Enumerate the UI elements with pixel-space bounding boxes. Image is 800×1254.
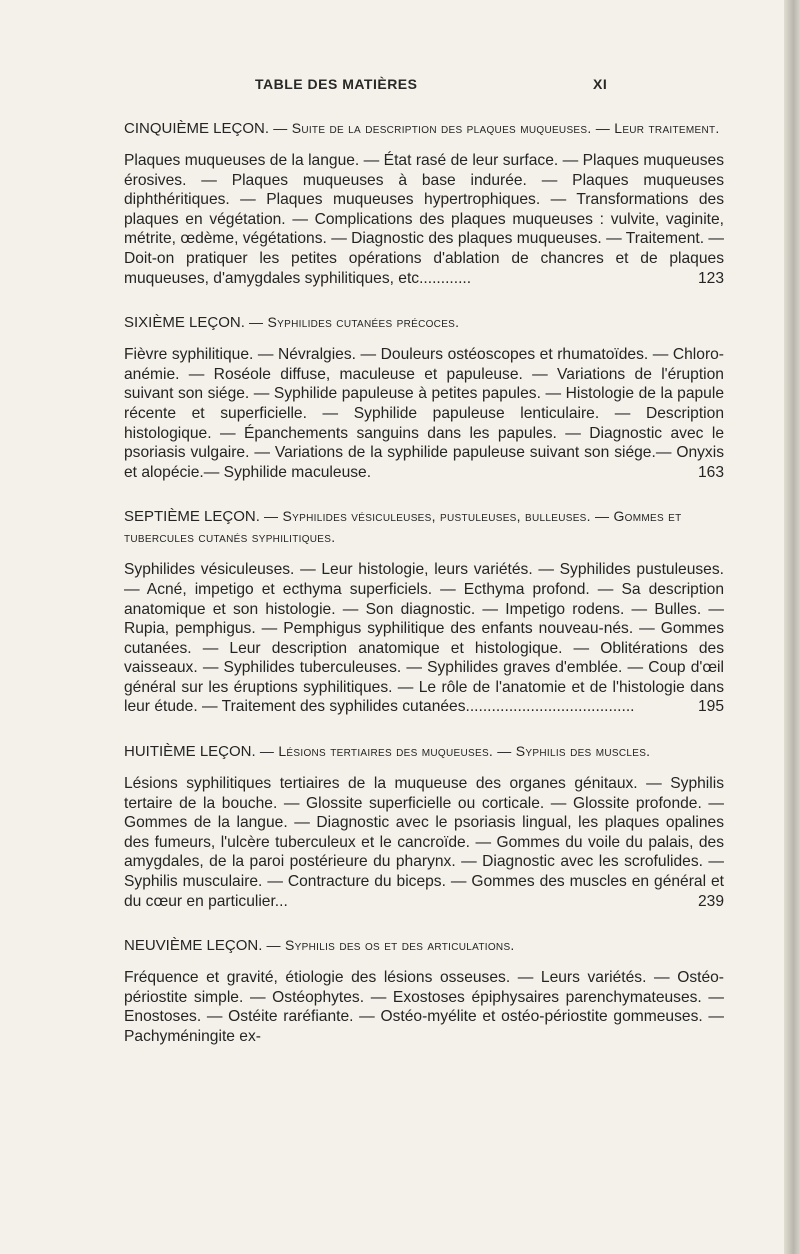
lesson-subtitle: — Syphilis des os et des articulations.	[266, 937, 515, 954]
lesson-page-ref: 195	[697, 698, 724, 716]
lesson-subtitle: — Syphilides vésiculeuses, pustuleuses, bulleuses. — Gommes et tubercules cutanés syphilitiques.	[124, 508, 682, 546]
lesson-heading	[124, 118, 724, 139]
lesson-summary	[124, 968, 724, 1046]
lesson-label: NEUVIÈME LEÇON.	[124, 937, 263, 955]
lesson-heading	[124, 741, 724, 762]
lesson-heading	[124, 506, 724, 548]
lesson-label: SIXIÈME LEÇON.	[124, 314, 245, 332]
lesson-summary-text: Lésions syphilitiques tertiaires de la muqueuse des organes génitaux. — Syphilis tertaire de la bouche. — Glossite superficielle ou corticale. — Glossite profonde. — Gommes de la langue. — Diagnostic avec le psoriasis lingual, les plaques opalines des fumeurs, l'ulcère tuberculeux et le cancroïde. — Gommes du voile du palais, des amygdales, de la paroi postérieure du pharynx. — Diagnostic avec les scrofulides. — Syphilis musculaire. — Contracture du biceps. — Gommes des muscles en général et du cœur en particulier...	[124, 775, 724, 910]
lesson-summary-text: Plaques muqueuses de la langue. — État rasé de leur surface. — Plaques muqueuses érosives. — Plaques muqueuses à base indurée. — Plaques muqueuses diphthéritiques. — Plaques muqueuses hypertrophiques. — Transformations des plaques en végétation. — Complications des plaques muqueuses : vulvite, vaginite, métrite, œdème, végétations. — Diagnostic des plaques muqueuses. — Traitement. — Doit-on pratiquer les petites opérations d'ablation de chancres et de plaques muqueuses, d'amygdales syphilitiques, etc............	[124, 152, 724, 287]
lesson-entry-7	[124, 506, 724, 717]
lesson-label: HUITIÈME LEÇON.	[124, 743, 256, 761]
lesson-subtitle: — Syphilides cutanées précoces.	[249, 314, 460, 331]
lesson-entry-5	[124, 118, 724, 288]
lesson-label: SEPTIÈME LEÇON.	[124, 508, 260, 526]
lesson-summary	[124, 560, 724, 717]
table-of-contents	[124, 118, 724, 1071]
lesson-label: CINQUIÈME LEÇON.	[124, 120, 270, 137]
lesson-heading	[124, 312, 724, 333]
lesson-heading	[124, 935, 724, 956]
lesson-summary-text: Fièvre syphilitique. — Névralgies. — Douleurs ostéoscopes et rhumatoïdes. — Chloro-anémie. — Roséole diffuse, maculeuse et papuleuse. — Variations de l'éruption suivant son siége. — Syphilide papuleuse à petites papules. — Histologie de la papule récente et superficielle. — Syphilide papuleuse lenticulaire. — Description histologique. — Épanchements sanguins dans les papules. — Diagnostic avec le psoriasis vulgaire. — Variations de la syphilide papuleuse suivant son siége.— Onyxis et alopécie.— Syphilide maculeuse.	[124, 346, 724, 481]
running-head-page-number: XI	[593, 76, 608, 92]
lesson-summary	[124, 345, 724, 482]
lesson-summary	[124, 151, 724, 288]
lesson-page-ref: 239	[697, 892, 724, 910]
lesson-subtitle: — Suite de la description des plaques muqueuses. — Leur traitement.	[273, 120, 720, 136]
lesson-entry-8	[124, 741, 724, 911]
lesson-entry-6	[124, 312, 724, 482]
page-edge	[784, 0, 800, 1254]
lesson-page-ref: 123	[697, 269, 724, 287]
lesson-summary-text: Syphilides vésiculeuses. — Leur histologie, leurs variétés. — Syphilides pustuleuses. — Acné, impetigo et ecthyma superficiels. — Ecthyma profond. — Sa description anatomique et son histologie. — Son diagnostic. — Impetigo rodens. — Bulles. — Rupia, pemphigus. — Pemphigus syphilitique des enfants nouveau-nés. — Gommes cutanées. — Leur description anatomique et histologique. — Oblitérations des vaisseaux. — Syphilides tuberculeuses. — Syphilides graves d'emblée. — Coup d'œil général sur les éruptions syphilitiques. — Le rôle de l'anatomie et de l'histologie dans leur étude. — Traitement des syphilides cutanées.......................................	[124, 561, 724, 716]
lesson-summary	[124, 774, 724, 911]
lesson-subtitle: — Lésions tertiaires des muqueuses. — Syphilis des muscles.	[259, 743, 651, 760]
lesson-summary-text: Fréquence et gravité, étiologie des lésions osseuses. — Leurs variétés. — Ostéo-périostite simple. — Ostéophytes. — Exostoses épiphysaires parenchymateuses. — Enostoses. — Ostéite raréfiante. — Ostéo-myélite et ostéo-périostite gommeuses. — Pachyméningite ex-	[124, 969, 724, 1045]
lesson-page-ref: 163	[697, 463, 724, 481]
lesson-entry-9	[124, 935, 724, 1046]
running-head-title: TABLE DES MATIÈRES	[255, 76, 418, 92]
